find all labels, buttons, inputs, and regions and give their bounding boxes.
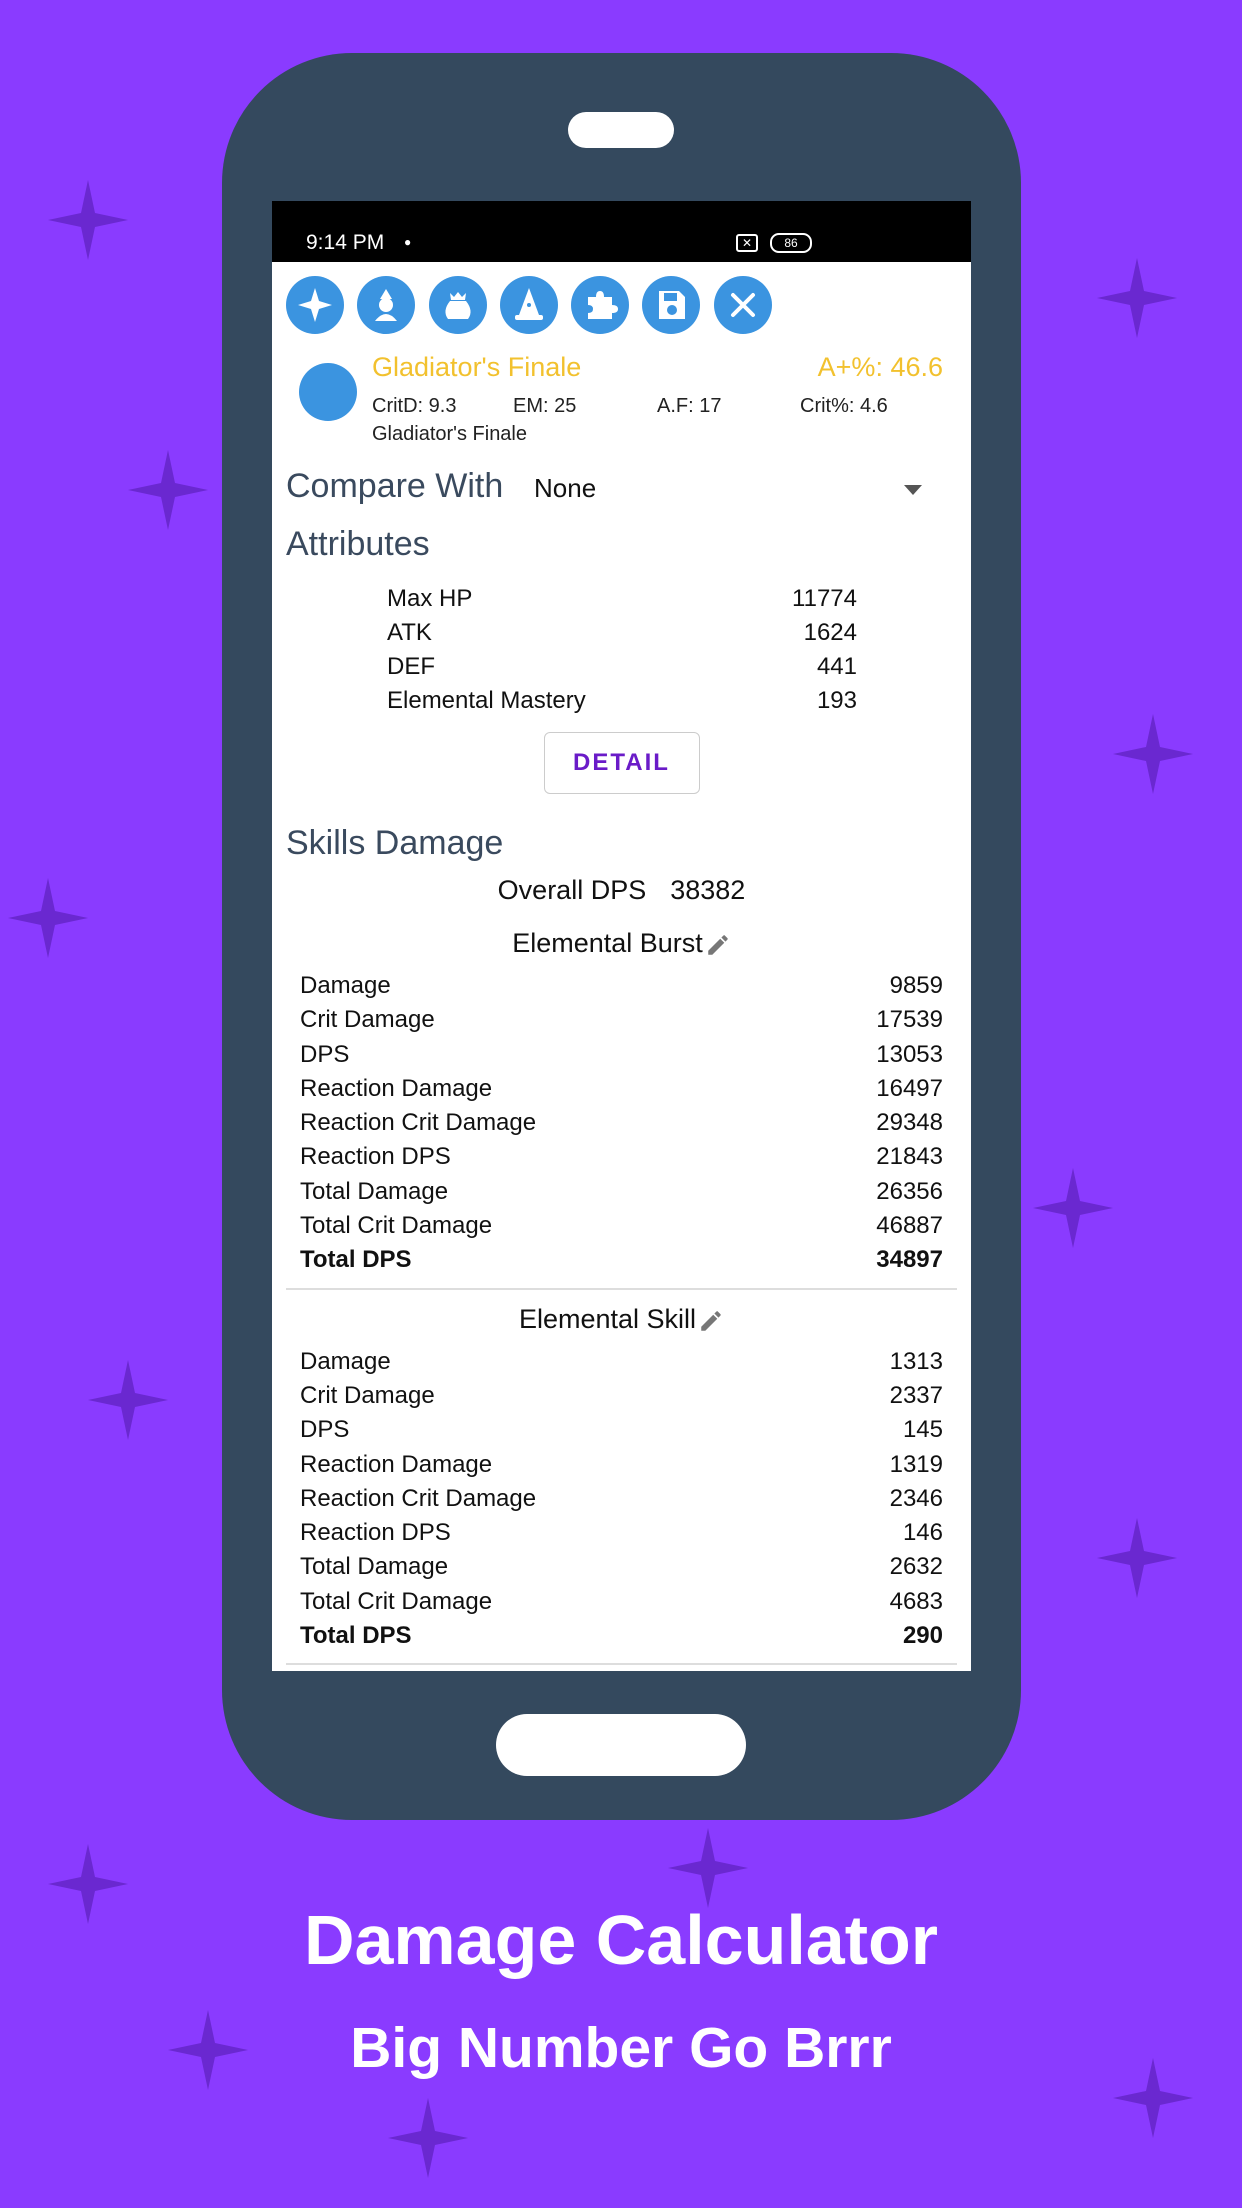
damage-row — [300, 1072, 943, 1106]
attribute-value: 193 — [816, 687, 857, 714]
artifact-name: Gladiator's Finale — [372, 352, 582, 382]
attribute-value: 11774 — [792, 585, 857, 612]
damage-row — [300, 1550, 943, 1584]
save-icon[interactable] — [642, 276, 700, 334]
damage-label: Total Damage — [300, 1177, 449, 1205]
damage-label: Crit Damage — [300, 1381, 435, 1409]
sparkle-decoration — [8, 878, 88, 958]
skills-damage-title: Skills Damage — [286, 824, 504, 862]
phone-speaker — [568, 112, 674, 148]
damage-label: Reaction DPS — [300, 1143, 451, 1171]
artifact-set-name: Gladiator's Finale — [372, 423, 527, 445]
sparkle-decoration — [48, 180, 128, 260]
compare-select[interactable]: None — [534, 473, 597, 503]
app-screen — [272, 201, 971, 1671]
elemental-skill-label: Elemental Skill — [518, 1303, 697, 1334]
overall-dps-value: 38382 — [670, 875, 746, 905]
sparkle-decoration — [668, 1828, 748, 1908]
damage-value: 145 — [902, 1416, 943, 1444]
damage-value: 1313 — [889, 1347, 943, 1375]
damage-value: 26356 — [876, 1177, 943, 1205]
artifact-card[interactable] — [272, 348, 971, 443]
damage-row — [300, 1448, 943, 1482]
no-sim-icon: ✕ — [736, 234, 758, 252]
damage-value: 2632 — [889, 1553, 943, 1581]
sparkle-decoration — [1097, 258, 1177, 338]
compare-label: Compare With — [286, 467, 504, 505]
damage-value: 13053 — [876, 1040, 943, 1068]
sparkle-decoration — [88, 1360, 168, 1440]
damage-value: 4683 — [889, 1587, 943, 1615]
section-divider — [286, 1663, 957, 1665]
elemental-burst-label: Elemental Burst — [512, 928, 703, 958]
attribute-row — [387, 650, 857, 684]
detail-button[interactable]: DETAIL — [544, 732, 700, 794]
total-dps-row — [300, 1619, 943, 1653]
damage-value: 9859 — [889, 972, 943, 999]
damage-label: Reaction DPS — [300, 1519, 451, 1547]
damage-row — [300, 1345, 943, 1379]
damage-label: Reaction Crit Damage — [300, 1484, 537, 1512]
damage-row — [300, 1209, 943, 1243]
damage-value: 46887 — [876, 1212, 943, 1240]
notification-icon: ● — [404, 235, 412, 249]
elemental-burst-table — [300, 969, 943, 1278]
damage-row — [300, 1379, 943, 1413]
damage-value: 21843 — [876, 1143, 943, 1171]
damage-label: Total DPS — [300, 1622, 412, 1650]
edit-pencil-icon[interactable] — [705, 932, 731, 958]
attribute-value: 1624 — [803, 619, 857, 646]
attribute-row — [387, 582, 857, 616]
damage-value: 1319 — [889, 1450, 943, 1478]
damage-label: Crit Damage — [300, 1006, 435, 1034]
attribute-row — [387, 616, 857, 650]
promo-title: Damage Calculator — [303, 1901, 939, 1979]
dropdown-arrow-icon[interactable] — [904, 485, 922, 495]
overall-dps — [272, 875, 971, 906]
artifact-stat-em: EM: 25 — [513, 395, 577, 417]
sparkle-decoration — [128, 450, 208, 530]
attribute-label: Elemental Mastery — [387, 687, 586, 714]
artifact-stat-crit: Crit%: 4.6 — [800, 395, 888, 417]
damage-row — [300, 1106, 943, 1140]
character-icon[interactable] — [357, 276, 415, 334]
sparkle-decoration — [1113, 714, 1193, 794]
attribute-label: DEF — [387, 653, 435, 680]
status-time: 9:14 PM — [306, 231, 385, 254]
attribute-label: Max HP — [387, 585, 473, 612]
artifact-stat-af: A.F: 17 — [657, 395, 722, 417]
damage-label: Reaction Crit Damage — [300, 1109, 537, 1137]
damage-label: DPS — [300, 1040, 350, 1068]
damage-row — [300, 1140, 943, 1174]
damage-row — [300, 1003, 943, 1037]
damage-value: 29348 — [876, 1109, 943, 1137]
attribute-value: 441 — [816, 653, 857, 680]
attribute-label: ATK — [387, 619, 432, 646]
damage-label: Damage — [300, 1347, 391, 1375]
phone-home-button[interactable] — [496, 1714, 746, 1776]
sparkle-icon[interactable] — [286, 276, 344, 334]
artifact-stat-critd: CritD: 9.3 — [372, 395, 457, 417]
damage-label: Reaction Damage — [300, 1450, 493, 1478]
section-divider — [286, 1288, 957, 1290]
damage-label: Reaction Damage — [300, 1074, 493, 1102]
damage-label: Total DPS — [300, 1246, 412, 1274]
damage-label: DPS — [300, 1416, 350, 1444]
damage-value: 2337 — [889, 1381, 943, 1409]
toolbar — [272, 262, 971, 348]
total-dps-row — [300, 1243, 943, 1277]
damage-value: 34897 — [876, 1246, 943, 1274]
damage-label: Total Damage — [300, 1553, 449, 1581]
overall-dps-label: Overall DPS — [497, 875, 647, 905]
damage-value: 16497 — [876, 1074, 943, 1102]
attributes-title: Attributes — [286, 525, 430, 563]
puzzle-icon[interactable] — [571, 276, 629, 334]
damage-value: 2346 — [889, 1484, 943, 1512]
bag-icon[interactable] — [429, 276, 487, 334]
wizard-hat-icon[interactable] — [500, 276, 558, 334]
damage-value: 146 — [902, 1519, 943, 1547]
sparkle-decoration — [388, 2098, 468, 2178]
elemental-burst-title — [272, 928, 971, 959]
close-icon[interactable] — [714, 276, 772, 334]
damage-row — [300, 969, 943, 1003]
damage-label: Total Crit Damage — [300, 1587, 493, 1615]
damage-label: Total Crit Damage — [300, 1212, 493, 1240]
battery-icon: 86 — [770, 233, 812, 253]
status-bar — [272, 201, 971, 262]
compare-row — [272, 455, 971, 515]
edit-pencil-icon[interactable] — [698, 1308, 724, 1334]
sparkle-decoration — [1097, 1518, 1177, 1598]
elemental-skill-table — [300, 1345, 943, 1654]
damage-value: 290 — [902, 1622, 943, 1650]
elemental-skill-title — [272, 1304, 971, 1335]
damage-row — [300, 1482, 943, 1516]
damage-row — [300, 1585, 943, 1619]
damage-value: 17539 — [876, 1006, 943, 1034]
promo-subtitle: Big Number Go Brrr — [350, 2016, 892, 2080]
damage-row — [300, 1038, 943, 1072]
damage-label: Damage — [300, 972, 391, 999]
artifact-score: A+%: 46.6 — [817, 352, 943, 382]
attribute-row — [387, 684, 857, 718]
damage-row — [300, 1175, 943, 1209]
damage-row — [300, 1413, 943, 1447]
artifact-icon — [299, 363, 357, 421]
sparkle-decoration — [1033, 1168, 1113, 1248]
damage-row — [300, 1516, 943, 1550]
attributes-table — [387, 582, 857, 718]
